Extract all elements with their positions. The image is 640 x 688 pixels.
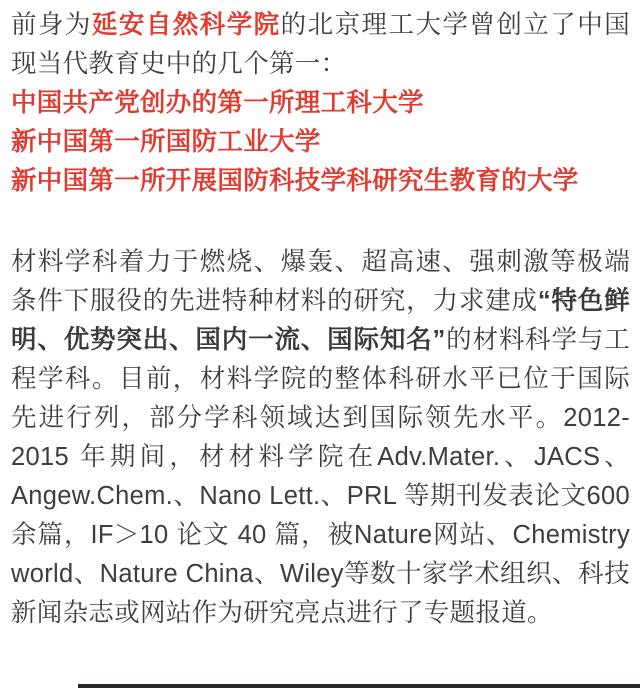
materials-paragraph: [11, 243, 630, 633]
red-highlight-line-1: 中国共产党创办的第一所理工科大学: [11, 89, 424, 117]
red-highlight-line-3: 新中国第一所开展国防科技学科研究生教育的大学: [11, 167, 579, 195]
next-image-top-edge: [78, 684, 640, 688]
intro-suffix: 的北京理工大学曾创立了中国现当代教育史中的几个第一：: [11, 11, 630, 78]
intro-paragraph: [11, 6, 630, 84]
materials-bold-quote: “特色鲜明、优势突出、国内一流、国际知名”: [11, 287, 630, 354]
red-highlight-line-2: 新中国第一所国防工业大学: [11, 128, 321, 156]
materials-text-part2: 的材料科学与工程学科。目前，材料学院的整体科研水平已位于国际先进行列，部分学科领域达到国际领先水平。2012-2015 年期间，材材料学院在Adv.Mater.、JACS、Angew.Chem.、Nano Lett.、PRL 等期刊发表论文600余篇，IF＞10 论文 40 篇，被Nature网站、Chemistry world、Nature China、Wiley等数十家学术组织、科技新闻杂志或网站作为研究亮点进行了专题报道。: [11, 326, 630, 627]
intro-prefix: 前身为: [11, 11, 92, 39]
highlighted-school-name: 延安自然科学院: [91, 11, 281, 39]
materials-text-part1: 材料学科着力于燃烧、爆轰、超高速、强刺激等极端条件下服役的先进特种材料的研究，力求建成: [11, 248, 630, 315]
